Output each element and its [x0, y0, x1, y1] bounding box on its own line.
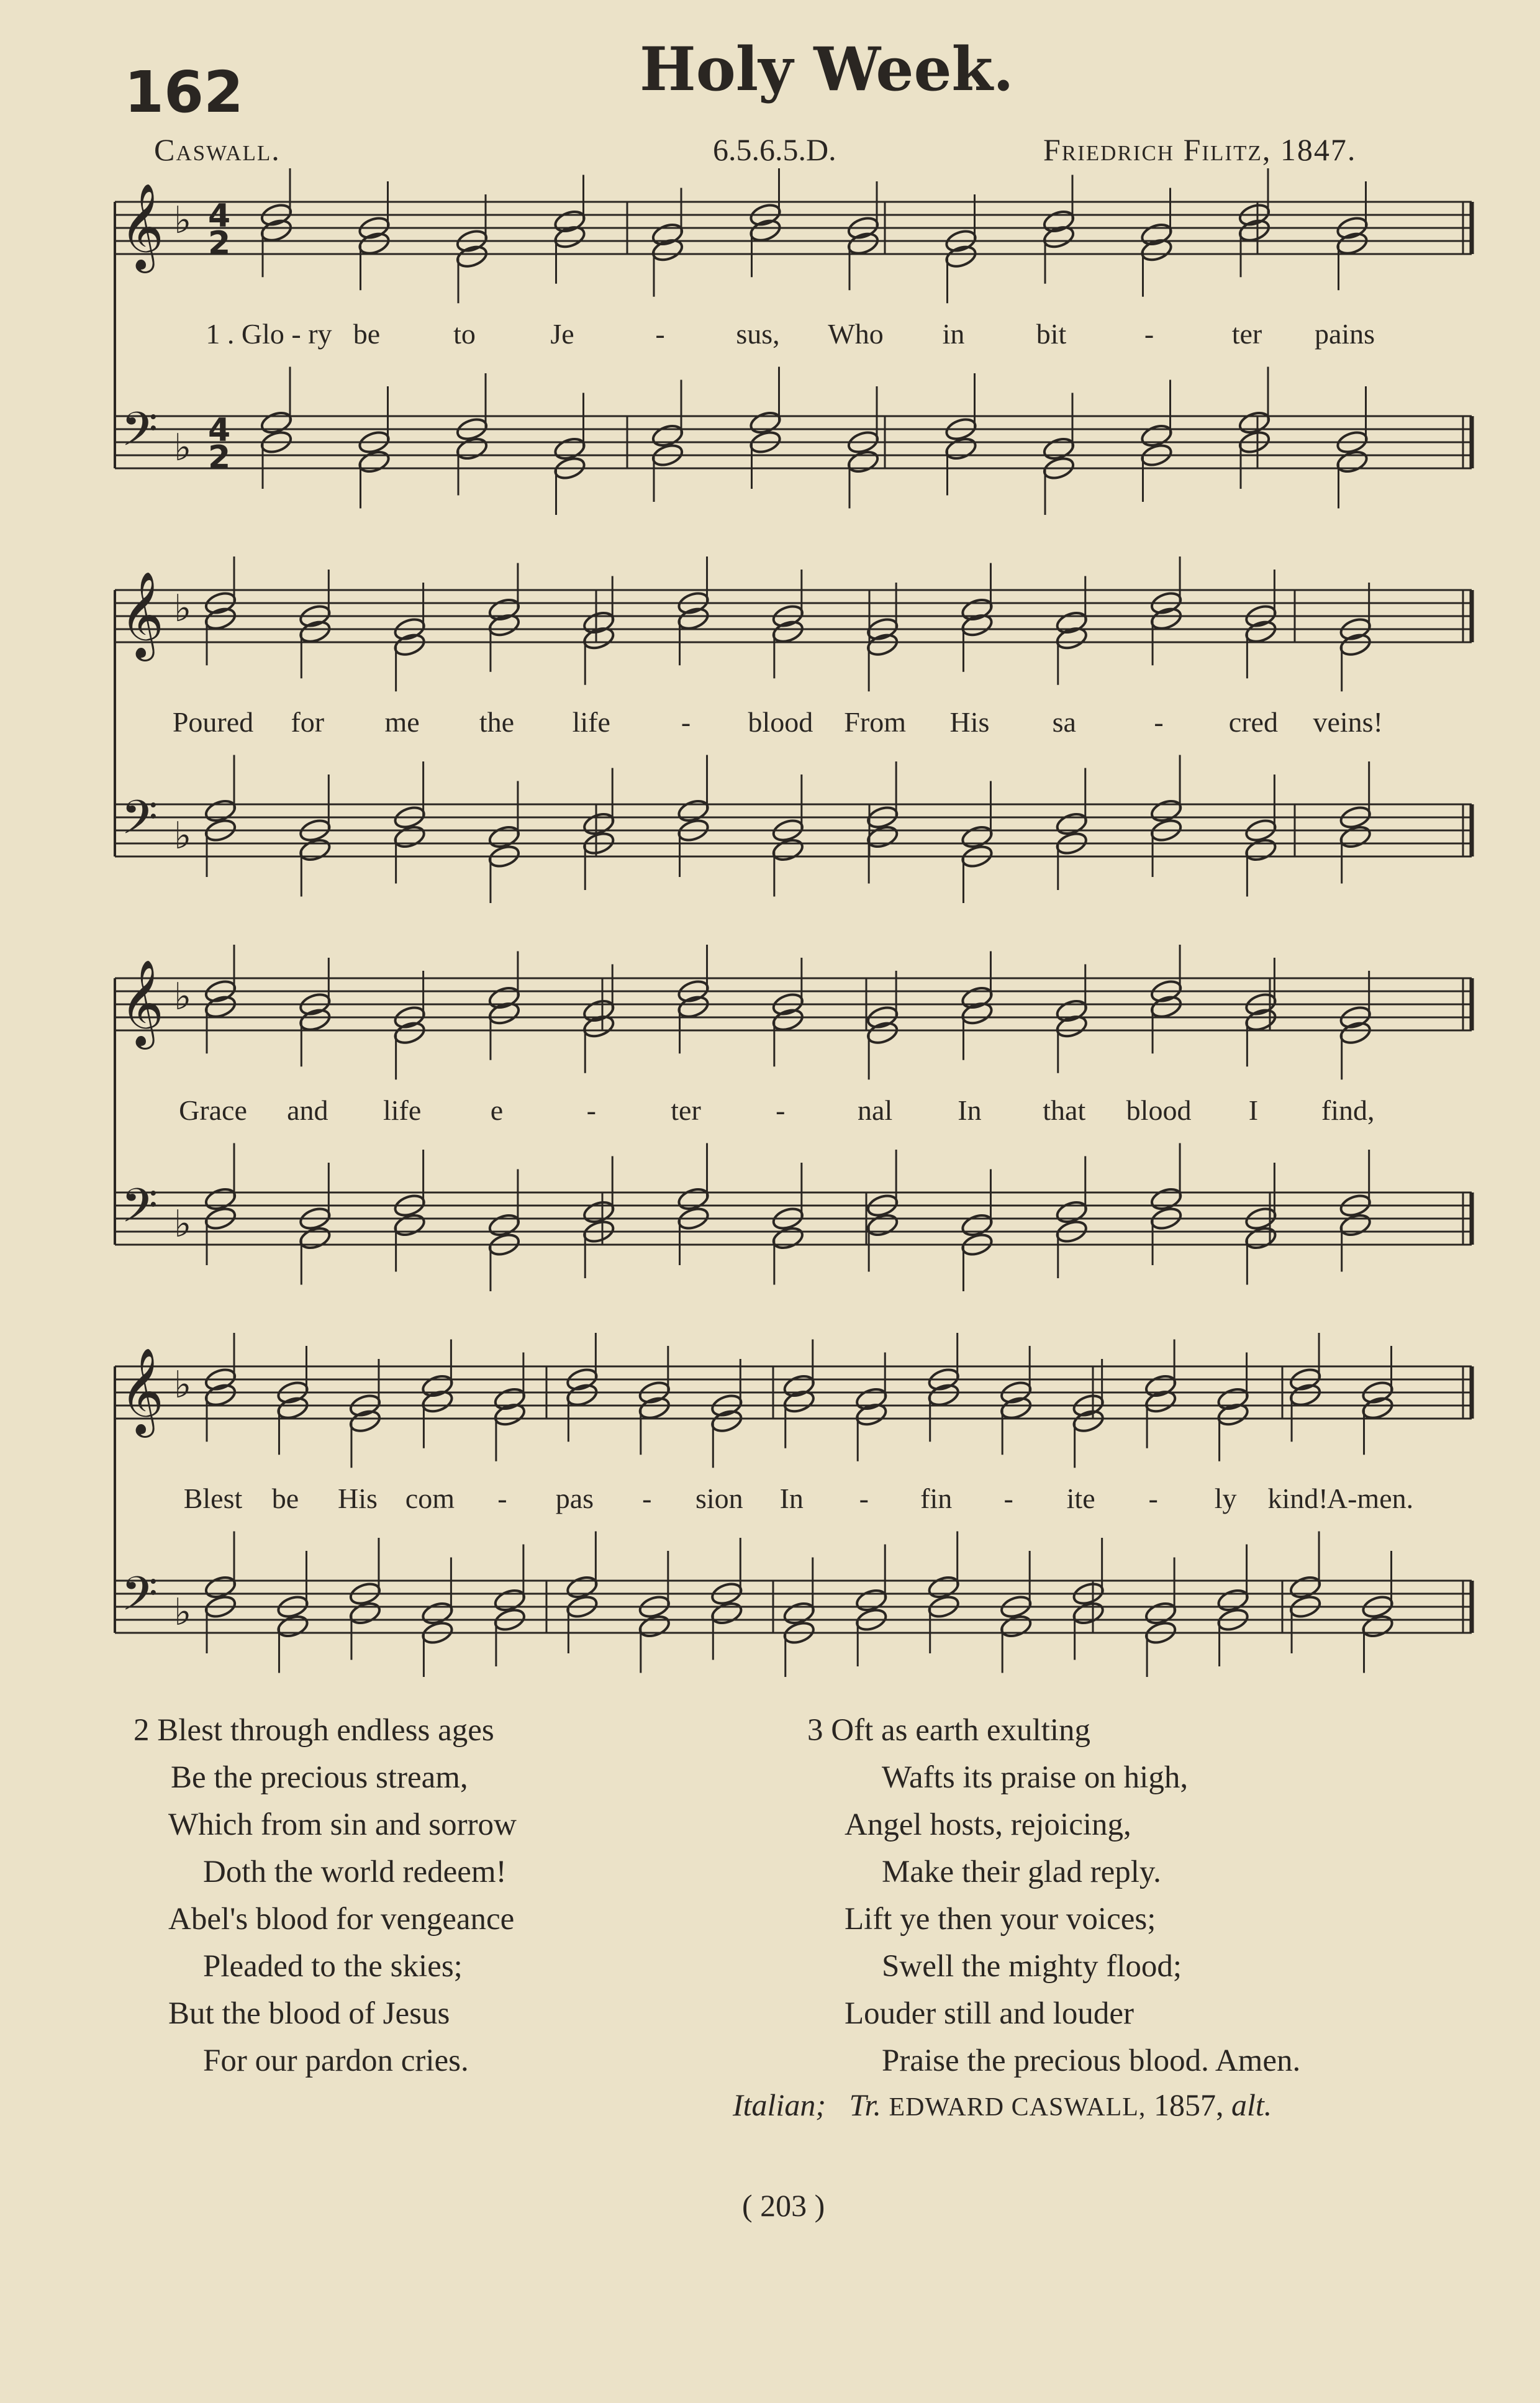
lyric-syllable: - — [1148, 1483, 1158, 1514]
verse-line: Be the precious stream, — [171, 1760, 468, 1795]
lyric-syllable: - — [642, 1483, 652, 1514]
lyric-syllable: pains — [1314, 318, 1375, 350]
lyric-syllable: kind! — [1267, 1483, 1328, 1514]
lyric-syllable: for — [291, 706, 325, 738]
verse-line: But the blood of Jesus — [168, 1996, 450, 2031]
lyric-syllable: In — [958, 1094, 982, 1126]
verse-number: 3 — [807, 1713, 823, 1748]
lyric-syllable: pas — [555, 1483, 594, 1514]
note-head — [866, 824, 900, 850]
composer: Friedrich Filitz, 1847. — [1043, 132, 1357, 167]
lyric-syllable: the — [479, 706, 515, 738]
lyric-syllable: From — [844, 706, 906, 738]
lyric-syllable: - — [1144, 318, 1154, 350]
note-head — [771, 1225, 805, 1251]
lyric-syllable: - — [497, 1483, 507, 1514]
lyric-syllable: His — [337, 1483, 378, 1514]
lyric-syllable: Who — [828, 318, 884, 350]
verse-line: Praise the precious blood. Amen. — [882, 2043, 1301, 2078]
treble-clef: 𝄞 — [120, 571, 164, 658]
section-title: Holy Week. — [640, 34, 1014, 104]
lyric-syllable: sus, — [736, 318, 780, 350]
lyric-syllable: - — [655, 318, 665, 350]
time-signature-bottom: 2 — [208, 439, 231, 476]
verse-line: Wafts its praise on high, — [882, 1760, 1189, 1795]
lyric-syllable: blood — [748, 706, 813, 738]
verse-line: For our pardon cries. — [203, 2043, 469, 2078]
attribution-origin: Italian; — [733, 2087, 826, 2122]
note-head — [392, 824, 427, 850]
lyric-syllable: I — [1248, 1094, 1259, 1126]
lyric-syllable: bit — [1036, 318, 1067, 350]
attribution — [733, 2087, 1272, 2123]
lyric-syllable: blood — [1126, 1094, 1192, 1126]
lyric-syllable: In — [779, 1483, 804, 1514]
lyric-syllable: me — [384, 706, 420, 738]
lyric-syllable: sion — [695, 1483, 743, 1514]
time-signature-bottom: 2 — [208, 225, 231, 262]
note-head — [1244, 837, 1278, 863]
verse-line: 3 Oft as earth exulting — [807, 1713, 1091, 1748]
meter: 6.5.6.5.D. — [713, 132, 836, 167]
key-signature-flat: ♭ — [174, 975, 192, 1019]
note-head — [866, 1212, 900, 1238]
note-head — [276, 1613, 310, 1640]
time-signature-top: 4 — [208, 412, 231, 449]
lyric-syllable: ter — [671, 1094, 701, 1126]
lyric-syllable: - — [586, 1094, 596, 1126]
bass-clef: 𝄢 — [121, 1178, 158, 1245]
key-signature-flat: ♭ — [174, 1363, 192, 1407]
note-head — [710, 1600, 744, 1627]
lyric-syllable: Poured — [172, 706, 254, 738]
note-head — [1244, 1225, 1278, 1251]
lyric-syllable: sa — [1052, 706, 1076, 738]
note-head — [455, 435, 489, 462]
lyric-syllable: - — [1154, 706, 1164, 738]
time-signature-top: 4 — [208, 198, 231, 235]
lyric-syllable: A-men. — [1326, 1483, 1414, 1514]
note-head — [298, 1225, 332, 1251]
note-head — [999, 1613, 1033, 1640]
lyric-syllable: - — [776, 1094, 786, 1126]
key-signature-flat: ♭ — [174, 1591, 192, 1634]
verse-line: Which from sin and sorrow — [168, 1807, 517, 1842]
note-head — [771, 837, 805, 863]
note-head — [1361, 1613, 1395, 1640]
lyric-syllable: His — [949, 706, 990, 738]
attribution-year: 1857, — [1153, 2087, 1224, 2122]
score-system — [115, 168, 1472, 515]
key-signature-flat: ♭ — [174, 1202, 192, 1246]
lyric-syllable: to — [453, 318, 476, 350]
attribution-alt: alt. — [1231, 2087, 1272, 2122]
bass-clef: 𝄢 — [121, 1566, 158, 1633]
verse-2 — [134, 1707, 517, 2084]
lyric-syllable: in — [942, 318, 965, 350]
verse-line: Swell the mighty flood; — [882, 1949, 1182, 1984]
lyric-syllable: be — [353, 318, 381, 350]
key-signature-flat: ♭ — [174, 814, 192, 858]
note-head — [1338, 1212, 1372, 1238]
lyric-syllable: 1 . Glo - ry — [206, 318, 332, 350]
note-head — [1335, 448, 1369, 475]
lyric-syllable: ly — [1214, 1483, 1237, 1514]
score-system — [115, 1333, 1472, 1677]
note-head — [348, 1600, 383, 1627]
lyric-syllable: Blest — [183, 1483, 243, 1514]
key-signature-flat: ♭ — [174, 426, 192, 470]
lyric-syllable: e — [490, 1094, 504, 1126]
hymn-number: 162 — [124, 59, 244, 125]
lyric-syllable: life — [383, 1094, 422, 1126]
verse-line: Lift ye then your voices; — [845, 1902, 1156, 1937]
verse-number: 2 — [134, 1713, 150, 1748]
treble-clef: 𝄞 — [120, 960, 164, 1046]
key-signature-flat: ♭ — [174, 199, 192, 242]
lyric-syllable: veins! — [1313, 706, 1383, 738]
attribution-translator: EDWARD CASWALL, — [889, 2093, 1146, 2122]
note-head — [1338, 824, 1372, 850]
score-system — [115, 556, 1472, 903]
lyric-syllable: fin — [920, 1483, 953, 1514]
verse-line: Angel hosts, rejoicing, — [845, 1807, 1131, 1842]
lyric-syllable: - — [681, 706, 691, 738]
verse-line: 2 Blest through endless ages — [134, 1713, 494, 1748]
lyric-syllable: nal — [858, 1094, 893, 1126]
note-head — [846, 448, 881, 475]
treble-clef: 𝄞 — [120, 1348, 164, 1434]
tune-name: Caswall. — [154, 132, 281, 167]
attribution-tr: Tr. — [849, 2087, 881, 2122]
verse-line: Pleaded to the skies; — [203, 1949, 463, 1984]
lyric-syllable: find, — [1321, 1094, 1375, 1126]
lyric-syllable: Grace — [179, 1094, 247, 1126]
verse-3 — [807, 1707, 1300, 2084]
lyric-syllable: - — [1003, 1483, 1013, 1514]
bass-clef: 𝄢 — [121, 402, 158, 468]
verse-line: Louder still and louder — [845, 1996, 1134, 2031]
lyric-syllable: that — [1043, 1094, 1086, 1126]
lyric-syllable: ter — [1231, 318, 1262, 350]
note-head — [944, 435, 978, 462]
lyric-syllable: Je — [550, 318, 574, 350]
note-head — [1071, 1600, 1105, 1627]
key-signature-flat: ♭ — [174, 587, 192, 630]
note-head — [357, 448, 391, 475]
lyric-syllable: and — [287, 1094, 328, 1126]
lyric-syllable: be — [271, 1483, 299, 1514]
note-head — [637, 1613, 671, 1640]
note-head — [298, 837, 332, 863]
verse-line: Make their glad reply. — [882, 1855, 1161, 1889]
score-system — [115, 945, 1472, 1291]
treble-clef: 𝄞 — [120, 183, 164, 270]
lyric-syllable: ite — [1066, 1483, 1095, 1514]
note-head — [392, 1212, 427, 1238]
lyric-syllable: com — [405, 1483, 455, 1514]
page-number: ( 203 ) — [742, 2188, 825, 2223]
bass-clef: 𝄢 — [121, 790, 158, 856]
lyric-syllable: - — [859, 1483, 869, 1514]
verse-line: Abel's blood for vengeance — [168, 1902, 515, 1937]
verse-line: Doth the world redeem! — [203, 1855, 507, 1889]
lyric-syllable: life — [572, 706, 610, 738]
lyric-syllable: cred — [1228, 706, 1278, 738]
